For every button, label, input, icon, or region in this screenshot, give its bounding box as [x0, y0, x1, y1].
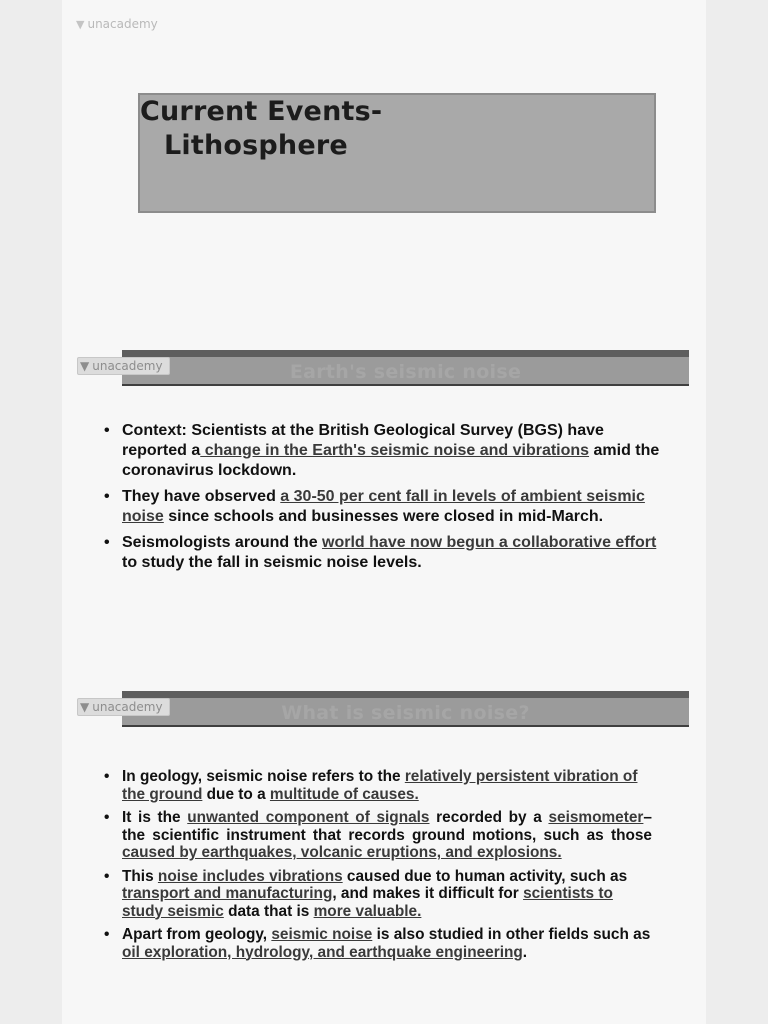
unacademy-logo-text: unacademy	[87, 17, 158, 31]
bullet-item	[104, 926, 652, 961]
slide-3-watermark	[77, 698, 170, 716]
bullet-text: This	[122, 867, 158, 885]
unacademy-logo	[76, 17, 158, 31]
underlined-phrase: more valuable.	[313, 902, 422, 920]
bullet-item	[104, 809, 652, 862]
underlined-phrase: world have now begun a collaborative effort	[322, 534, 657, 551]
bullet-text: due to a	[202, 785, 270, 803]
slide-3-header-bar	[122, 691, 689, 727]
bullet-text: Context: Scientists at the British Geological Survey (BGS) have reported a	[122, 422, 604, 459]
underlined-phrase: caused by earthquakes, volcanic eruptions, and explosions.	[122, 844, 562, 861]
underlined-phrase: transport and manufacturing	[122, 885, 333, 902]
unacademy-logo-icon: ▼	[80, 359, 90, 373]
underlined-phrase: seismic noise	[271, 926, 373, 943]
title-slide-box	[138, 93, 656, 213]
bullet-text: is also studied in other fields such as	[372, 926, 651, 943]
bullet-text: – the scientific instrument that records ground motions, such as those	[122, 809, 652, 844]
bullet-item	[104, 487, 664, 527]
underlined-phrase: seismometer	[548, 809, 644, 826]
bullet-text: recorded by a	[429, 809, 549, 826]
slide-2-watermark-text: unacademy	[92, 359, 163, 373]
slide-3-heading: What is seismic noise?	[281, 702, 530, 724]
bullet-item	[104, 868, 652, 921]
bullet-text: They have observed	[122, 488, 281, 505]
slide-2-watermark	[77, 357, 170, 375]
bullet-text: data that is	[223, 902, 314, 920]
bullet-item	[104, 533, 664, 573]
bullet-text: caused due to human activity, such as	[342, 867, 628, 885]
bullet-text: to study the fall in seismic noise levels.	[122, 554, 422, 571]
bullet-item	[104, 421, 664, 481]
underlined-phrase: a 30-50 per cent fall in levels of ambient seismic noise	[122, 488, 645, 525]
bullet-item	[104, 768, 652, 803]
bullet-text: amid the coronavirus lockdown.	[122, 442, 660, 479]
unacademy-logo-icon: ▼	[76, 17, 85, 31]
unacademy-logo-icon: ▼	[80, 700, 90, 714]
slide-2-bullet-list	[104, 421, 664, 579]
underlined-phrase: relatively persistent vibration of the ground	[122, 768, 638, 803]
slide-title	[140, 95, 382, 163]
underlined-phrase: oil exploration, hydrology, and earthquake engineering	[122, 943, 523, 961]
underlined-phrase: scientists to study seismic	[122, 885, 613, 920]
bullet-text: .	[522, 943, 528, 961]
slide-title-line-1: Current Events-	[140, 96, 383, 127]
slide-2-heading: Earth's seismic noise	[289, 361, 522, 383]
bullet-text: It is the	[122, 809, 188, 826]
slide-3-bullet-list	[104, 768, 652, 967]
slide-3-watermark-text: unacademy	[92, 700, 163, 714]
slide-2-header-bar	[122, 350, 689, 386]
underlined-phrase: multitude of causes.	[269, 785, 419, 803]
underlined-phrase: unwanted component of signals	[187, 809, 430, 826]
bullet-text: since schools and businesses were closed in mid-March.	[163, 508, 604, 525]
underlined-phrase: noise includes vibrations	[157, 867, 343, 885]
underlined-phrase: change in the Earth's seismic noise and vibrations	[200, 442, 590, 459]
bullet-text: Apart from geology,	[122, 926, 272, 943]
bullet-text: In geology, seismic noise refers to the	[122, 768, 405, 785]
bullet-text: Seismologists around the	[122, 534, 323, 551]
bullet-text: , and makes it difficult for	[332, 885, 524, 902]
slide-title-line-2: Lithosphere	[164, 130, 348, 161]
